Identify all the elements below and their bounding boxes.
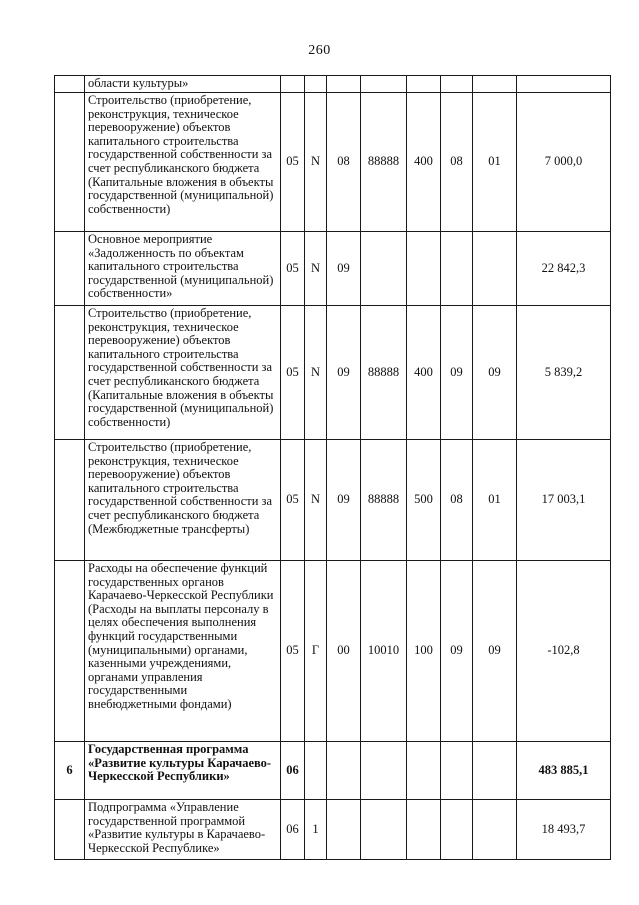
item-name: Строительство (приобретение, реконструкция, техническое перевооружение) объектов капитального строительства государственной собственности за счет республиканского бюджета (Капитальные вложения в объекты государственной (муниципальной) собственности) [85,306,281,440]
table-row [55,232,611,306]
code-program: 06 [281,800,305,860]
row-number [55,232,85,306]
code-subsection [473,76,517,93]
code-expense-type: 100 [407,561,441,742]
code-subsection: 01 [473,440,517,561]
code-subprogram [305,742,327,800]
code-subprogram: N [305,93,327,232]
row-number [55,306,85,440]
code-program [281,76,305,93]
item-name: Строительство (приобретение, реконструкция, техническое перевооружение) объектов капитального строительства государственной собственности за счет республиканского бюджета (Капитальные вложения в объекты государственной (муниципальной) собственности) [85,93,281,232]
code-expense-type: 400 [407,93,441,232]
item-name: Строительство (приобретение, реконструкция, техническое перевооружение) объектов капитального строительства государственной собственности за счет республиканского бюджета (Межбюджетные трансферты) [85,440,281,561]
code-direction: 88888 [361,440,407,561]
code-subprogram: 1 [305,800,327,860]
code-activity [327,76,361,93]
code-activity: 09 [327,306,361,440]
code-direction [361,232,407,306]
row-number [55,561,85,742]
code-subsection [473,800,517,860]
amount: 17 003,1 [517,440,611,561]
amount: 18 493,7 [517,800,611,860]
code-program: 06 [281,742,305,800]
code-section: 09 [441,306,473,440]
code-direction [361,800,407,860]
code-direction: 88888 [361,93,407,232]
row-number: 6 [55,742,85,800]
row-number [55,93,85,232]
table-row [55,76,611,93]
amount: 22 842,3 [517,232,611,306]
row-number [55,440,85,561]
code-subprogram: N [305,306,327,440]
code-section [441,742,473,800]
code-subprogram [305,76,327,93]
table-row [55,93,611,232]
code-subprogram: N [305,440,327,561]
code-subsection: 09 [473,561,517,742]
code-direction: 88888 [361,306,407,440]
budget-table [54,75,611,860]
code-section [441,800,473,860]
item-name: Подпрограмма «Управление государственной программой «Развитие культуры в Карачаево-Черкесской Республике» [85,800,281,860]
code-program: 05 [281,306,305,440]
code-program: 05 [281,232,305,306]
code-expense-type [407,800,441,860]
code-subprogram: N [305,232,327,306]
code-subprogram: Г [305,561,327,742]
code-direction: 10010 [361,561,407,742]
table-row [55,742,611,800]
code-section: 08 [441,93,473,232]
item-name: Государственная программа «Развитие культуры Карачаево-Черкесской Республики» [85,742,281,800]
item-name: области культуры» [85,76,281,93]
code-expense-type [407,742,441,800]
amount: 5 839,2 [517,306,611,440]
code-direction [361,76,407,93]
code-section [441,76,473,93]
code-activity: 00 [327,561,361,742]
amount: 483 885,1 [517,742,611,800]
code-expense-type: 500 [407,440,441,561]
code-activity [327,742,361,800]
table-row [55,800,611,860]
code-expense-type [407,76,441,93]
code-subsection: 09 [473,306,517,440]
code-direction [361,742,407,800]
code-program: 05 [281,440,305,561]
code-expense-type [407,232,441,306]
code-subsection [473,742,517,800]
amount: 7 000,0 [517,93,611,232]
code-section: 08 [441,440,473,561]
code-program: 05 [281,93,305,232]
code-subsection [473,232,517,306]
code-program: 05 [281,561,305,742]
item-name: Расходы на обеспечение функций государственных органов Карачаево-Черкесской Республики (Расходы на выплаты персоналу в целях обеспечения выполнения функций государственными (муниципальными) органами, казенными учреждениями, органами управления государственными внебюджетными фондами) [85,561,281,742]
row-number [55,76,85,93]
row-number [55,800,85,860]
table-row [55,440,611,561]
code-subsection: 01 [473,93,517,232]
code-activity [327,800,361,860]
amount: -102,8 [517,561,611,742]
page-number: 260 [308,43,331,58]
code-expense-type: 400 [407,306,441,440]
code-activity: 08 [327,93,361,232]
code-activity: 09 [327,232,361,306]
item-name: Основное мероприятие «Задолженность по объектам капитального строительства государственной (муниципальной) собственности» [85,232,281,306]
table-row [55,561,611,742]
code-activity: 09 [327,440,361,561]
code-section [441,232,473,306]
amount [517,76,611,93]
table-row [55,306,611,440]
code-section: 09 [441,561,473,742]
